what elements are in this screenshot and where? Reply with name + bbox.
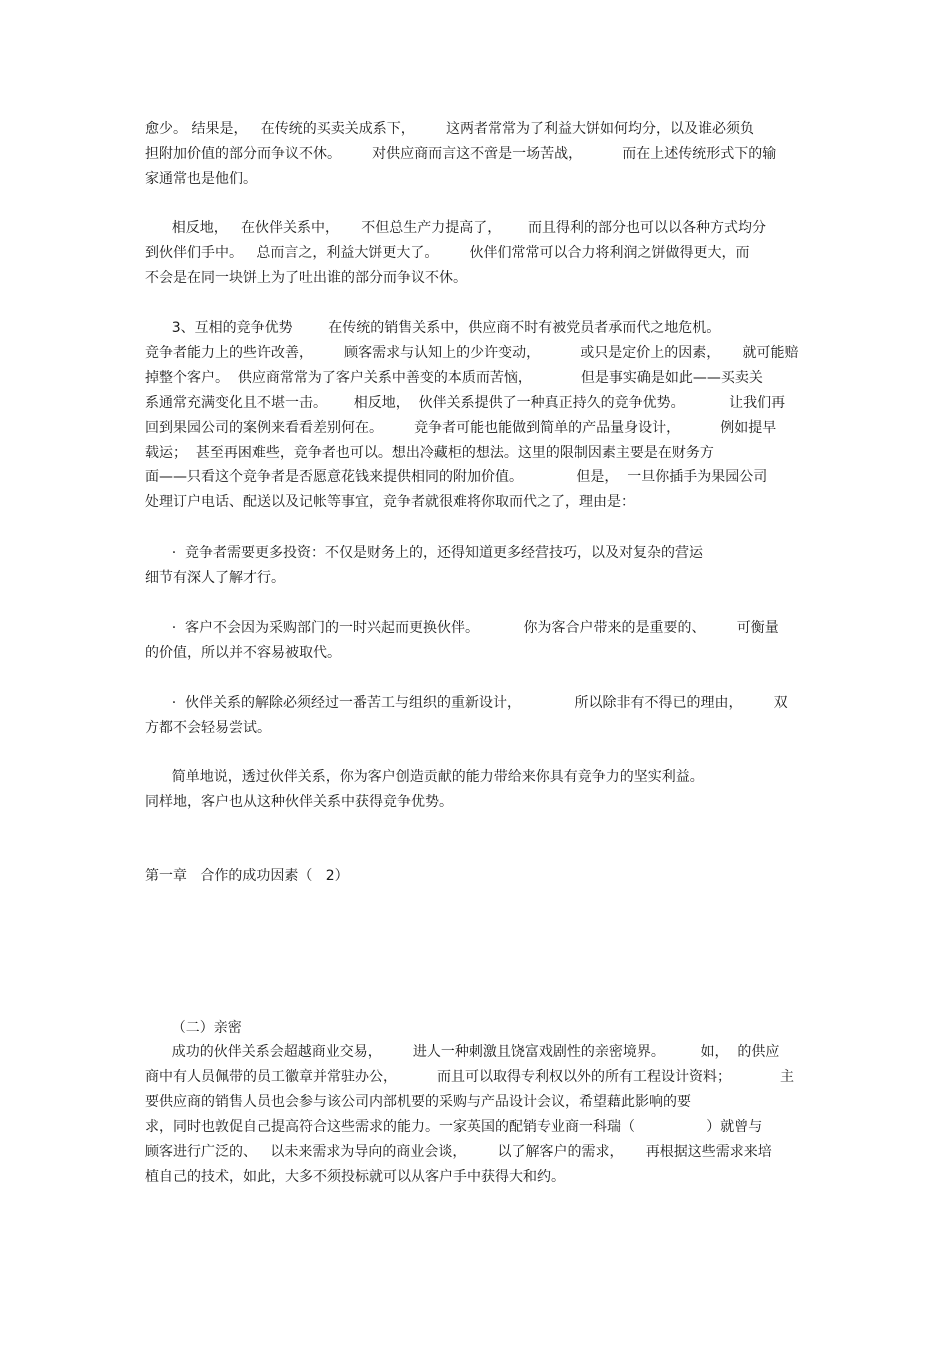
chapter-heading: 第一章 合作的成功因素（ 2） [145,868,349,884]
text-line: 成功的伙伴关系会超越商业交易， 进人一种刺激且饶富戏剧性的亲密境界。 如， 的供应 [145,1044,780,1060]
text-line: 竞争者能力上的些许改善， 顾客需求与认知上的少许变动， 或只是定价上的因素， 就可能赔 [145,345,799,361]
text-line: 愈少。 结果是， 在传统的买卖关成系下， 这两者常常为了利益大饼如何均分，以及谁必须负 [145,121,754,137]
text-line: 面——只看这个竞争者是否愿意花钱来提供相同的附加价值。 但是， 一旦你插手为果园公司 [145,469,768,485]
text-line: 商中有人员佩带的员工徽章并常驻办公， 而且可以取得专利权以外的所有工程设计资料； 主 [145,1069,795,1085]
text-line: 家通常也是他们。 [145,171,257,187]
text-line: 顾客进行广泛的、 以未来需求为导向的商业会谈， 以了解客户的需求， 再根据这些需求来培 [145,1144,772,1160]
text-line: 担附加价值的部分而争议不休。 对供应商而言这不啻是一场苦战， 而在上述传统形式下的输 [145,146,777,162]
text-line: 同样地，客户也从这种伙伴关系中获得竞争优势。 [145,794,453,810]
text-line: 的价值，所以并不容易被取代。 [145,645,341,661]
text-line: 3、互相的竞争优势 在传统的销售关系中，供应商不时有被党员者承而代之地危机。 [145,320,721,336]
text-line: 载运； 甚至再困难些，竞争者也可以。想出冷藏柜的想法。这里的限制因素主要是在财务方 [145,445,714,461]
text-line: 系通常充满变化且不堪一击。 相反地， 伙伴关系提供了一种真正持久的竞争优势。 让我们再 [145,395,786,411]
bullet-line: · 客户不会因为采购部门的一时兴起而更换伙伴。 你为客合户带来的是重要的、 可衡量 [145,620,779,636]
text-line: 植自己的技术，如此，大多不须投标就可以从客户手中获得大和约。 [145,1169,565,1185]
bullet-line: · 伙伴关系的解除必须经过一番苦工与组织的重新设计， 所以除非有不得已的理由， 双 [145,695,788,711]
text-line: 到伙伴们手中。 总而言之，利益大饼更大了。 伙伴们常常可以合力将利润之饼做得更大，而 [145,245,750,261]
text-line: 相反地， 在伙伴关系中， 不但总生产力提高了， 而且得利的部分也可以以各种方式均分 [145,220,767,236]
text-line: 处理订户电话、配送以及记帐等事宜，竞争者就很难将你取而代之了，理由是： [145,494,635,510]
text-line: 简单地说，透过伙伴关系，你为客户创造贡献的能力带给来你具有竞争力的坚实利益。 [145,769,704,785]
text-line: 要供应商的销售人员也会参与该公司内部机要的采购与产品设计会议，希望藉此影响的要 [145,1094,691,1110]
text-line: 不会是在同一块饼上为了吐出谁的部分而争议不休。 [145,270,467,286]
text-line: 方都不会轻易尝试。 [145,720,271,736]
text-line: 细节有深人了解才行。 [145,570,285,586]
text-line: 求，同时也敦促自己提高符合这些需求的能力。一家英国的配销专业商一科瑞（ ）就曾与 [145,1119,763,1135]
text-line: 回到果园公司的案例来看看差别何在。 竞争者可能也能做到简单的产品量身设计， 例如提早 [145,420,777,436]
bullet-line: · 竞争者需要更多投资：不仅是财务上的，还得知道更多经营技巧，以及对复杂的营运 [145,545,704,561]
section-heading: （二）亲密 [145,1020,242,1036]
text-line: 掉整个客户。 供应商常常为了客户关系中善变的本质而苦恼， 但是事实确是如此——买卖关 [145,370,763,386]
